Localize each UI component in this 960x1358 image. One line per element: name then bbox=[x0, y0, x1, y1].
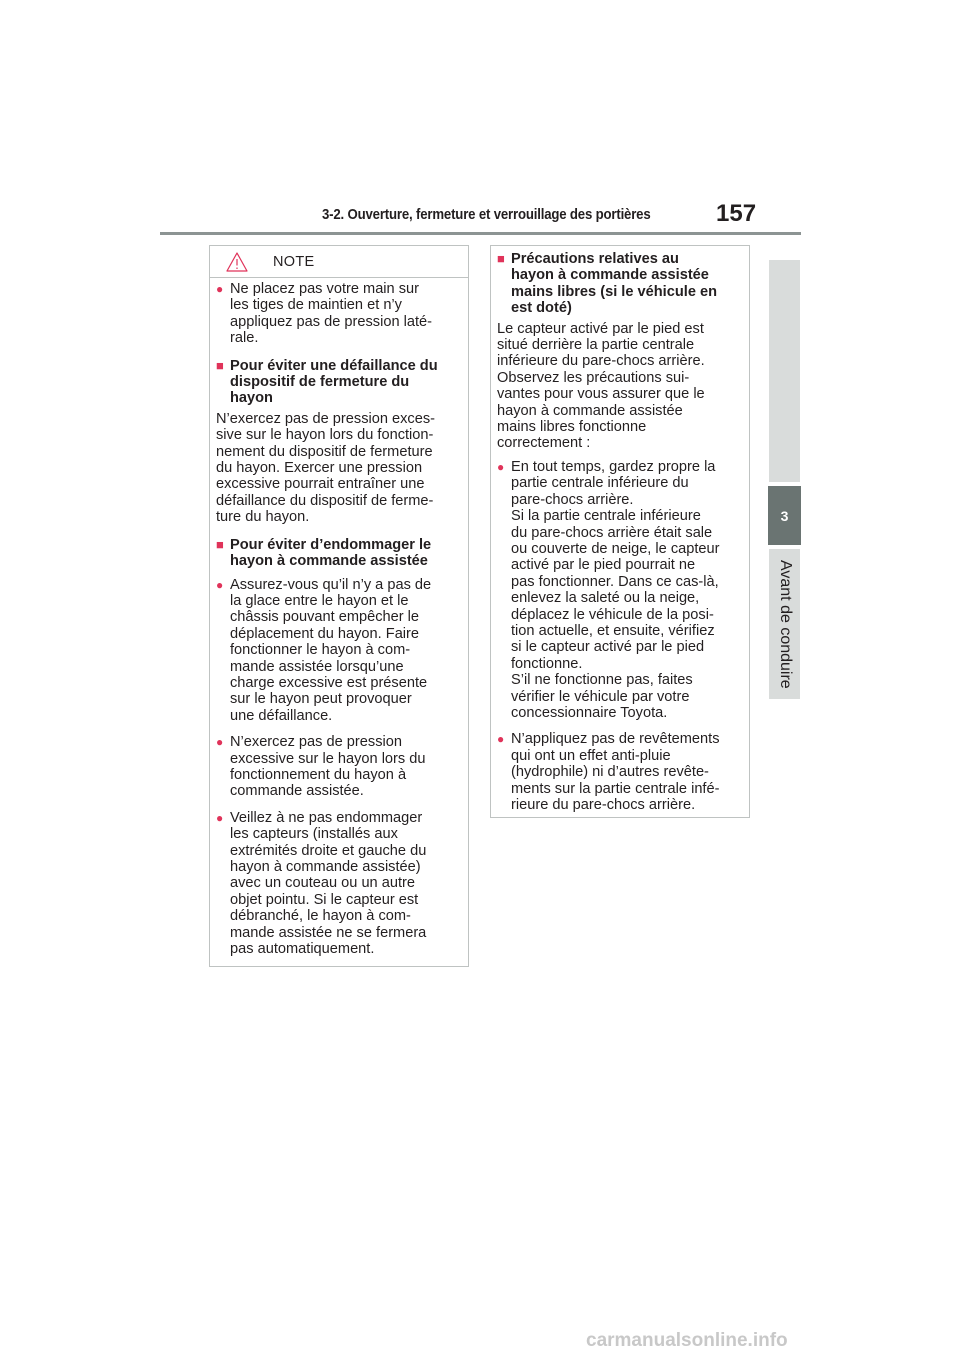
chapter-label: Avant de conduire bbox=[777, 559, 794, 689]
square-marker-icon: ■ bbox=[216, 357, 224, 373]
chapter-number: 3 bbox=[780, 507, 789, 524]
list-item: ● N’appliquez pas de revêtements qui ont un effet anti-pluie (hydrophile) ni d’autres revête- ments sur la partie centrale infé- rieure du pare-chocs arrière. bbox=[497, 731, 720, 813]
list-item: ● N’exercez pas de pression excessive sur le hayon lors du fonctionnement du hayon à commande assistée. bbox=[216, 734, 426, 800]
square-marker-icon: ■ bbox=[216, 536, 224, 552]
precautions-box bbox=[490, 245, 750, 818]
bullet-icon: ● bbox=[216, 735, 224, 750]
note-content bbox=[210, 278, 468, 957]
precautions-content bbox=[491, 246, 749, 813]
note-header bbox=[210, 246, 468, 278]
warning-triangle-icon bbox=[226, 252, 248, 272]
bullet-icon: ● bbox=[216, 282, 224, 296]
header-divider bbox=[160, 232, 801, 235]
paragraph: Le capteur activé par le pied est situé derrière la partie centrale inférieure du pare-chocs arrière. Observez les précautions sui- vantes pour vous assurer que le hayon à commande assistée mains libres fonctionne correctement : bbox=[497, 320, 705, 452]
bullet-icon: ● bbox=[497, 459, 505, 474]
side-rule-top bbox=[769, 260, 800, 482]
page-number: 157 bbox=[716, 200, 757, 227]
square-marker-icon: ■ bbox=[497, 251, 505, 266]
bullet-icon: ● bbox=[216, 577, 224, 592]
list-item: ● Veillez à ne pas endommager les capteurs (installés aux extrémités droite et gauche du hayon à commande assistée) avec un couteau ou un autre objet pointu. Si le capteur est débranché, le hayon à com- mande assistée ne se fermera pas automatiquement. bbox=[216, 809, 427, 958]
bullet-icon: ● bbox=[216, 810, 224, 825]
section-heading: ■ Précautions relatives au hayon à commande assistée mains libres (si le véhicule en est doté) bbox=[497, 251, 718, 317]
chapter-tab[interactable] bbox=[768, 486, 801, 545]
note-box bbox=[209, 245, 469, 967]
section-heading: ■ Pour éviter d’endommager le hayon à commande assistée bbox=[216, 536, 432, 570]
bullet-icon: ● bbox=[497, 732, 505, 747]
list-item: ● En tout temps, gardez propre la partie centrale inférieure du pare-chocs arrière. Si la partie centrale inférieure du pare-chocs arrière était sale ou couverte de neige, le capteur activé par le pied pourrait ne pas fonctionner. Dans ce cas-là, enlevez la saleté ou la neige, déplacez le véhicule de la posi- tion actuelle, et ensuite, vérifiez si le capteur activé par le pied fonctionne. S’il ne fonctionne pas, faites vérifier le véhicule par votre concessionnaire Toyota. bbox=[497, 458, 720, 721]
note-title: NOTE bbox=[273, 253, 315, 270]
section-heading: ■ Pour éviter une défaillance du dispositif de fermeture du hayon bbox=[216, 357, 438, 407]
section-title: 3-2. Ouverture, fermeture et verrouillage des portières bbox=[322, 206, 651, 223]
list-item: ● Ne placez pas votre main sur les tiges de maintien et n’y appliquez pas de pression laté- rale. bbox=[216, 281, 433, 347]
watermark: carmanualsonline.info bbox=[586, 1330, 788, 1351]
paragraph: N’exercez pas de pression exces- sive sur le hayon lors du fonction- nement du dispositif de fermeture du hayon. Exercer une pression excessive pourrait entraîner une défaillance du dispositif de ferme- ture du hayon. bbox=[216, 410, 436, 526]
list-item: ● Assurez-vous qu’il n’y a pas de la glace entre le hayon et le châssis pouvant empêcher le déplacement du hayon. Faire fonctionner le hayon à com- mande assistée lorsqu’une charge excessive est présente sur le hayon peut provoquer une défaillance. bbox=[216, 576, 432, 724]
